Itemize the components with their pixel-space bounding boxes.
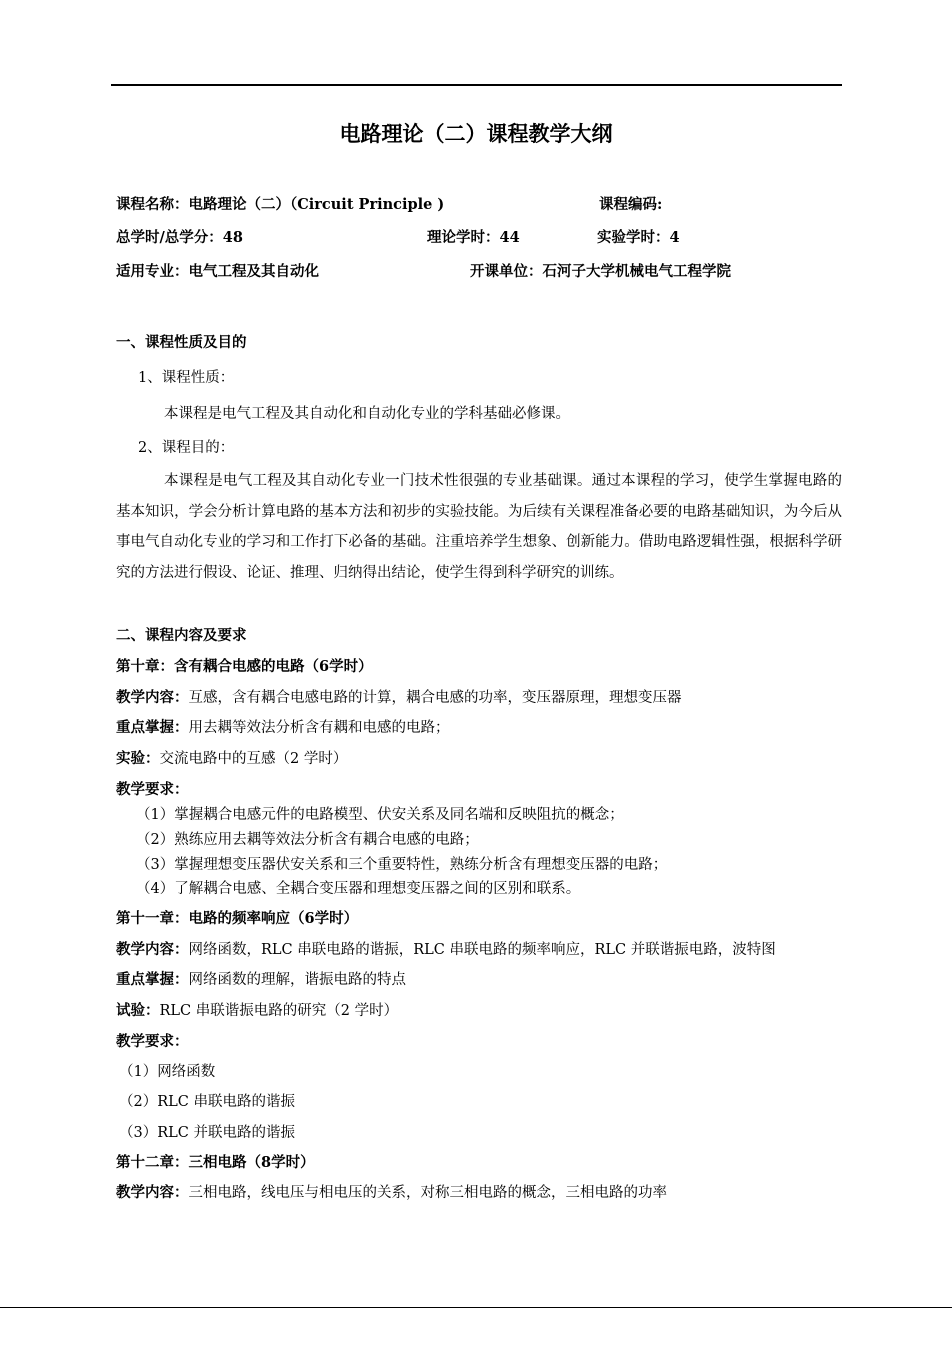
nature-label: 1、课程性质： bbox=[138, 370, 235, 386]
ch12-content-text: 三相电路，线电压与相电压的关系，对称三相电路的概念，三相电路的功率 bbox=[188, 1185, 667, 1201]
ch10-req-item: （4）了解耦合电感、全耦合变压器和理想变压器之间的区别和联系。 bbox=[136, 881, 581, 897]
section2-heading: 二、课程内容及要求 bbox=[116, 627, 247, 644]
ch10-lab-label: 实验： bbox=[116, 750, 160, 767]
ch10-req-item: （3）掌握理想变压器伏安关系和三个重要特性，熟练分析含有理想变压器的电路； bbox=[136, 857, 668, 873]
ch10-req-item: （2）熟练应用去耦等效法分析含有耦合电感的电路； bbox=[136, 832, 479, 848]
footer-rule bbox=[0, 1307, 952, 1308]
ch12-title: 第十二章：三相电路（8学时） bbox=[116, 1154, 315, 1171]
ch11-lab-text: RLC 串联谐振电路的研究（2 学时） bbox=[159, 1003, 399, 1019]
ch11-req-label: 教学要求： bbox=[116, 1033, 189, 1050]
ch10-key bbox=[116, 718, 842, 738]
ch11-req-item: （2）RLC 串联电路的谐振 bbox=[119, 1094, 295, 1110]
ch10-lab-text: 交流电路中的互感（2 学时） bbox=[159, 751, 348, 767]
ch10-title: 第十章：含有耦合电感的电路（6学时） bbox=[116, 658, 373, 675]
ch11-req-item: （1）网络函数 bbox=[119, 1064, 216, 1080]
ch10-content-label: 教学内容： bbox=[116, 689, 189, 706]
ch11-key-label: 重点掌握： bbox=[116, 971, 189, 988]
applicable-major: 适用专业：电气工程及其自动化 bbox=[116, 263, 319, 280]
purpose-label: 2、课程目的： bbox=[138, 440, 235, 456]
section1-heading: 一、课程性质及目的 bbox=[116, 334, 247, 351]
ch10-key-text: 用去耦等效法分析含有耦和电感的电路； bbox=[188, 720, 450, 736]
purpose-paragraph: 本课程是电气工程及其自动化专业一门技术性很强的专业基础课。通过本课程的学习，使学生掌握电路的基本知识，学会分析计算电路的基本方法和初步的实验技能。为后续有关课程准备必要的电路基础知识，为今后从事电气自动化专业的学习和工作打下必备的基础。注重培养学生想象、创新能力。借助电路逻辑性强，根据科学研究的方法进行假设、论证、推理、归纳得出结论，使学生得到科学研究的训练。 bbox=[116, 473, 842, 581]
offering-department: 开课单位：石河子大学机械电气工程学院 bbox=[470, 263, 731, 280]
ch11-req-item: （3）RLC 并联电路的谐振 bbox=[119, 1125, 295, 1141]
ch10-content-text: 互感，含有耦合电感电路的计算，耦合电感的功率，变压器原理，理想变压器 bbox=[188, 690, 682, 706]
course-code: 课程编码: bbox=[599, 196, 663, 213]
ch10-content bbox=[116, 688, 842, 708]
ch10-req-label: 教学要求： bbox=[116, 781, 189, 798]
lab-hours: 实验学时：4 bbox=[597, 229, 680, 246]
ch12-content-label: 教学内容： bbox=[116, 1184, 189, 1201]
ch11-content bbox=[116, 940, 842, 960]
ch11-content-label: 教学内容： bbox=[116, 941, 189, 958]
header-rule bbox=[111, 84, 842, 86]
ch10-lab bbox=[116, 749, 842, 769]
ch11-lab bbox=[116, 1001, 842, 1021]
ch10-req-item: （1）掌握耦合电感元件的电路模型、伏安关系及同名端和反映阻抗的概念； bbox=[136, 807, 624, 823]
course-name: 课程名称：电路理论（二）（Circuit Principle ) bbox=[116, 196, 445, 213]
ch11-title: 第十一章：电路的频率响应（6学时） bbox=[116, 910, 359, 927]
theory-hours: 理论学时：44 bbox=[427, 229, 520, 246]
total-hours: 总学时/总学分：48 bbox=[116, 229, 243, 246]
document-title: 电路理论（二）课程教学大纲 bbox=[339, 122, 613, 146]
ch11-content-text: 网络函数，RLC 串联电路的谐振，RLC 串联电路的频率响应，RLC 并联谐振电路，波特图 bbox=[188, 942, 776, 958]
ch11-lab-label: 试验： bbox=[116, 1002, 160, 1019]
ch11-key bbox=[116, 970, 842, 990]
ch11-key-text: 网络函数的理解，谐振电路的特点 bbox=[188, 972, 406, 988]
ch12-content bbox=[116, 1183, 842, 1203]
nature-text: 本课程是电气工程及其自动化和自动化专业的学科基础必修课。 bbox=[164, 406, 570, 422]
ch10-key-label: 重点掌握： bbox=[116, 719, 189, 736]
